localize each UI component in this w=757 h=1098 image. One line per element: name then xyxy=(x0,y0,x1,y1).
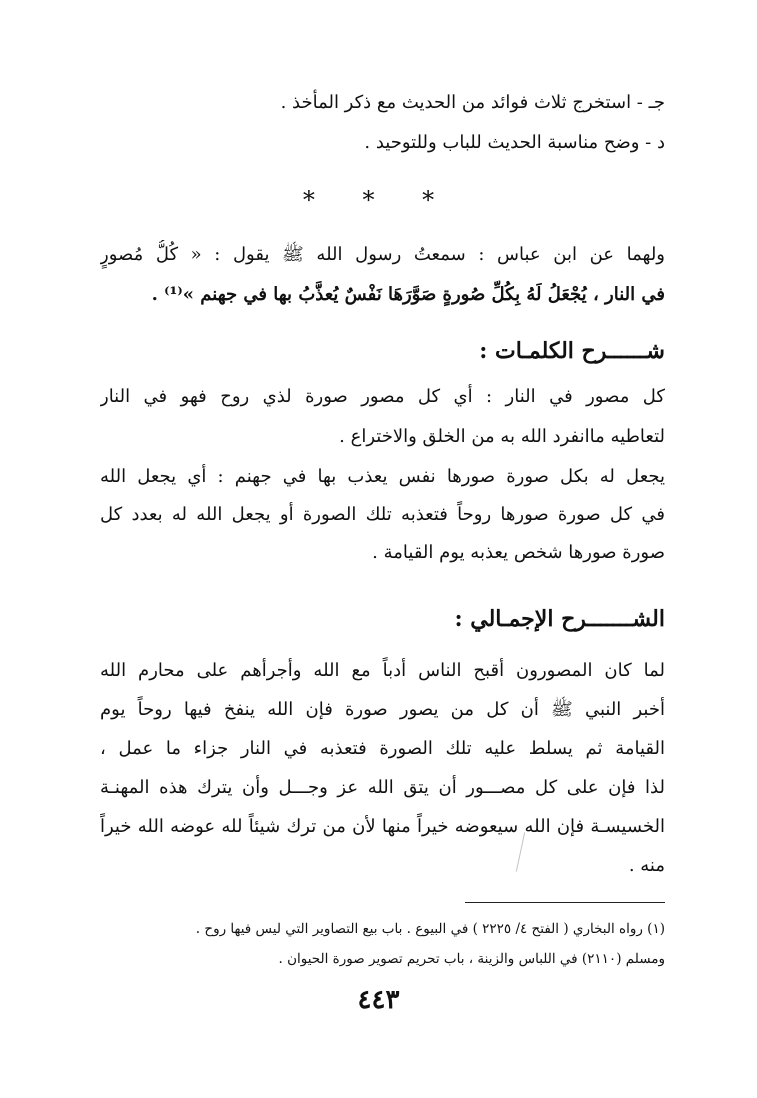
general-line-1: لما كان المصورون أقبح الناس أدباً مع الله وأجرأهم على محارم الله xyxy=(100,660,665,681)
general-line-3: القيامة ثم يسلط عليه تلك الصورة فتعذبه في النار جزاء ما عمل ، xyxy=(100,738,665,759)
general-line-5: الخسيسـة فإن الله سيعوضه خيراً منها لأن من ترك شيئاً لله عوضه الله خيراً xyxy=(100,816,665,837)
general-line-6: منه . xyxy=(628,855,665,876)
section-separator: * * * xyxy=(302,186,455,214)
footnote-2: ومسلم (٢١١٠) في اللباس والزينة ، باب تحريم تصوير صورة الحيوان . xyxy=(278,951,665,967)
general-explanation-heading: الشـــــــرح الإجمـالي : xyxy=(454,606,665,632)
words-line-5: صورة صورها شخص يعذبه يوم القيامة . xyxy=(372,542,665,563)
words-line-3: يجعل له بكل صورة صورها نفس يعذب بها في جهنم : أي يجعل الله xyxy=(100,466,665,487)
words-line-4: في كل صورة صورها روحاً فتعذبه تلك الصورة أو يجعل الله له بعدد كل xyxy=(100,504,665,525)
hadith-line-2: في النار ، يُجْعَلُ لَهُ بِكُلِّ صُورةٍ صَوَّرَهَا نَفْسٌ يُعذَّبُ بها في جهنم »⁽¹⁾ . xyxy=(151,284,665,305)
hadith-line-1: ولهما عن ابن عباس : سمعتُ رسول الله ﷺ يقول : « كُلُّ مُصورٍ xyxy=(100,244,665,265)
words-line-2: لتعاطيه ماانفرد الله به من الخلق والاختراع . xyxy=(339,426,665,447)
words-line-1: كل مصور في النار : أي كل مصور صورة لذي روح فهو في النار xyxy=(100,386,665,407)
question-d: د - وضح مناسبة الحديث للباب وللتوحيد . xyxy=(364,132,665,153)
page-number: ٤٤٣ xyxy=(357,985,400,1015)
words-explanation-heading: شــــــرح الكلمـات : xyxy=(479,338,665,364)
footnote-separator xyxy=(465,902,665,903)
footnote-1: (١) رواه البخاري ( الفتح ٤/ ٢٢٢٥ ) في البيوع . باب بيع التصاوير التي ليس فيها روح . xyxy=(195,921,665,937)
general-line-4: لذا فإن على كل مصـــور أن يتق الله عز وجـــل وأن يترك هذه المهنـة xyxy=(100,777,665,798)
question-c: جـ - استخرج ثلاث فوائد من الحديث مع ذكر المأخذ . xyxy=(280,92,665,113)
general-line-2: أخبر النبي ﷺ أن كل من يصور صورة فإن الله ينفخ فيها روحاً يوم xyxy=(100,699,665,720)
